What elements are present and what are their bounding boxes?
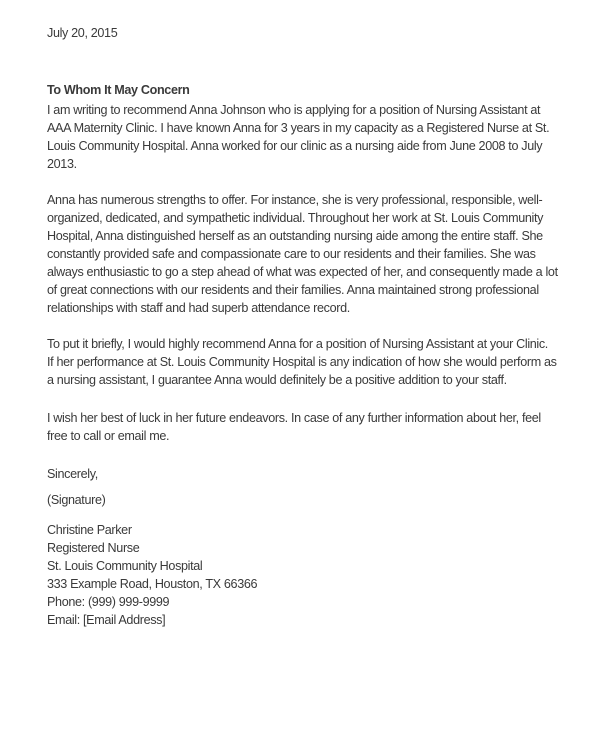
sender-organization: St. Louis Community Hospital	[47, 559, 203, 573]
text-line: organized, dedicated, and sympathetic individual. Throughout her work at St. Louis Community	[47, 211, 544, 225]
text-line: 2013.	[47, 157, 77, 171]
text-line: Louis Community Hospital. Anna worked for our clinic as a nursing aide from June 2008 to July	[47, 139, 543, 153]
text-line: relationships with staff and had superb attendance record.	[47, 301, 350, 315]
text-line: a nursing assistant, I guarantee Anna would definitely be a positive addition to your staff.	[47, 373, 507, 387]
text-line: I wish her best of luck in her future endeavors. In case of any further information about her, feel	[47, 411, 541, 425]
sender-phone: Phone: (999) 999-9999	[47, 595, 170, 609]
sender-name: Christine Parker	[47, 523, 132, 537]
text-line: AAA Maternity Clinic. I have known Anna for 3 years in my capacity as a Registered Nurse at St.	[47, 121, 550, 135]
text-line: constantly provided safe and compassionate care to our residents and their families. She was	[47, 247, 536, 261]
text-line: To put it briefly, I would highly recommend Anna for a position of Nursing Assistant at your Clinic.	[47, 337, 548, 351]
text-line: free to call or email me.	[47, 429, 170, 443]
signature-placeholder: (Signature)	[47, 493, 106, 507]
text-line: If her performance at St. Louis Community Hospital is any indication of how she would perform as	[47, 355, 557, 369]
sender-address: 333 Example Road, Houston, TX 66366	[47, 577, 258, 591]
sender-title: Registered Nurse	[47, 541, 140, 555]
text-line: Hospital, Anna distinguished herself as an outstanding nursing aide among the entire staff. She	[47, 229, 543, 243]
letter-date: July 20, 2015	[47, 26, 118, 40]
closing: Sincerely,	[47, 467, 98, 481]
sender-email: Email: [Email Address]	[47, 613, 166, 627]
text-line: always enthusiastic to go a step ahead of what was expected of her, and consequently made a lot	[47, 265, 558, 279]
text-line: I am writing to recommend Anna Johnson who is applying for a position of Nursing Assistant at	[47, 103, 541, 117]
text-line: of great connections with our residents and their families. Anna maintained strong professional	[47, 283, 539, 297]
salutation: To Whom It May Concern	[47, 83, 190, 97]
text-line: Anna has numerous strengths to offer. For instance, she is very professional, responsible, well-	[47, 193, 543, 207]
